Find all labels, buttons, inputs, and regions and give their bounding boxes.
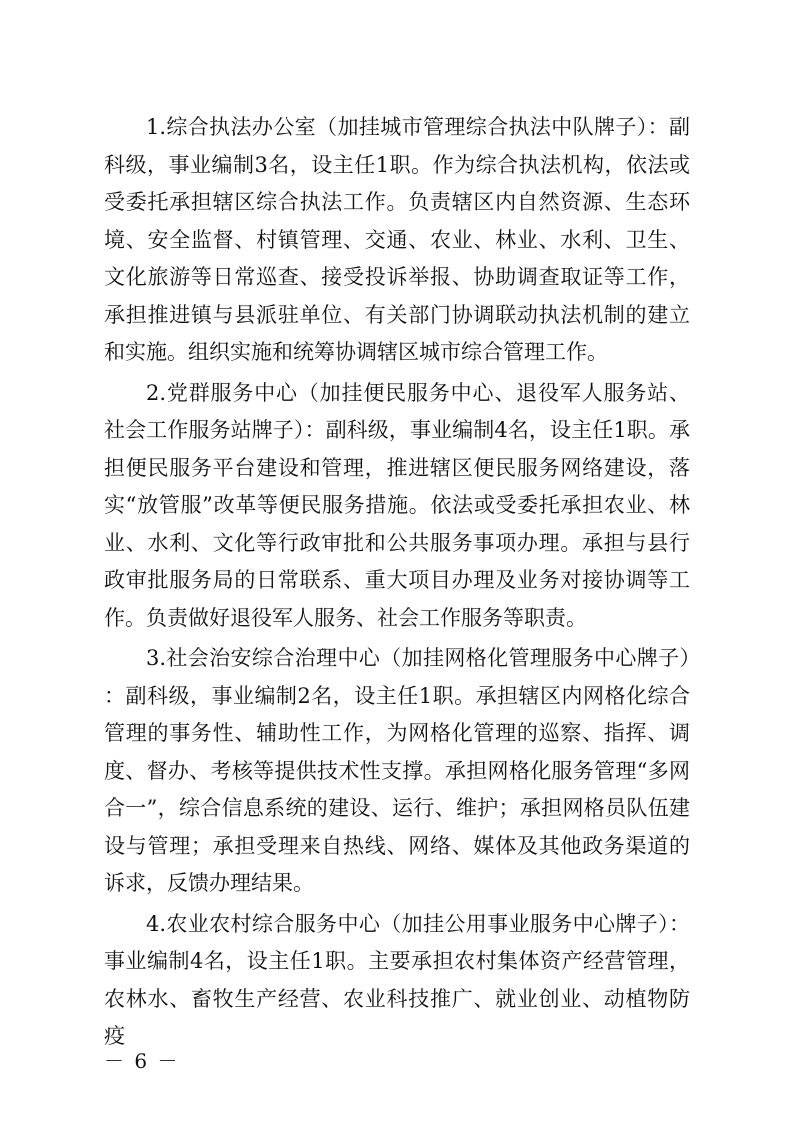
paragraph-comprehensive-law-enforcement-office: 1.综合执法办公室（加挂城市管理综合执法中队牌子）：副科级，事业编制3名，设主任1职。作为综合执法机构，依法或受委托承担辖区综合执法工作。负责辖区内自然资源、生态环境、安全监督、村镇管理、交通、农业、林业、水利、卫生、文化旅游等日常巡查、接受投诉举报、协助调查取证等工作，承担推进镇与县派驻单位、有关部门协调联动执法机制的建立和实施。组织实施和统筹协调辖区城市综合管理工作。 bbox=[104, 115, 690, 364]
page-number: － 6 － bbox=[104, 1049, 180, 1073]
paragraph-party-mass-service-center: 2.党群服务中心（加挂便民服务中心、退役军人服务站、社会工作服务站牌子）：副科级，事业编制4名，设主任1职。承担便民服务平台建设和管理，推进辖区便民服务网络建设，落实“放管服”改革等便民服务措施。依法或受委托承担农业、林业、水利、文化等行政审批和公共服务事项办理。承担与县行政审批服务局的日常联系、重大项目办理及业务对接协调等工作。负责做好退役军人服务、社会工作服务等职责。 bbox=[104, 380, 690, 630]
paragraph-agriculture-rural-service-center: 4.农业农村综合服务中心（加挂公用事业服务中心牌子）：事业编制4名，设主任1职。主要承担农村集体资产经营管理，农林水、畜牧生产经营、农业科技推广、就业创业、动植物防疫 bbox=[104, 911, 690, 1048]
document-body bbox=[104, 109, 690, 1056]
paragraph-social-security-governance-center: 3.社会治安综合治理中心（加挂网格化管理服务中心牌子）：副科级，事业编制2名，设主任1职。承担辖区内网格化综合管理的事务性、辅助性工作，为网格化管理的巡察、指挥、调度、督办、考核等提供技术性支撑。承担网格化服务管理“多网合一”，综合信息系统的建设、运行、维护；承担网格员队伍建设与管理；承担受理来自热线、网络、媒体及其他政务渠道的诉求，反馈办理结果。 bbox=[104, 646, 690, 895]
